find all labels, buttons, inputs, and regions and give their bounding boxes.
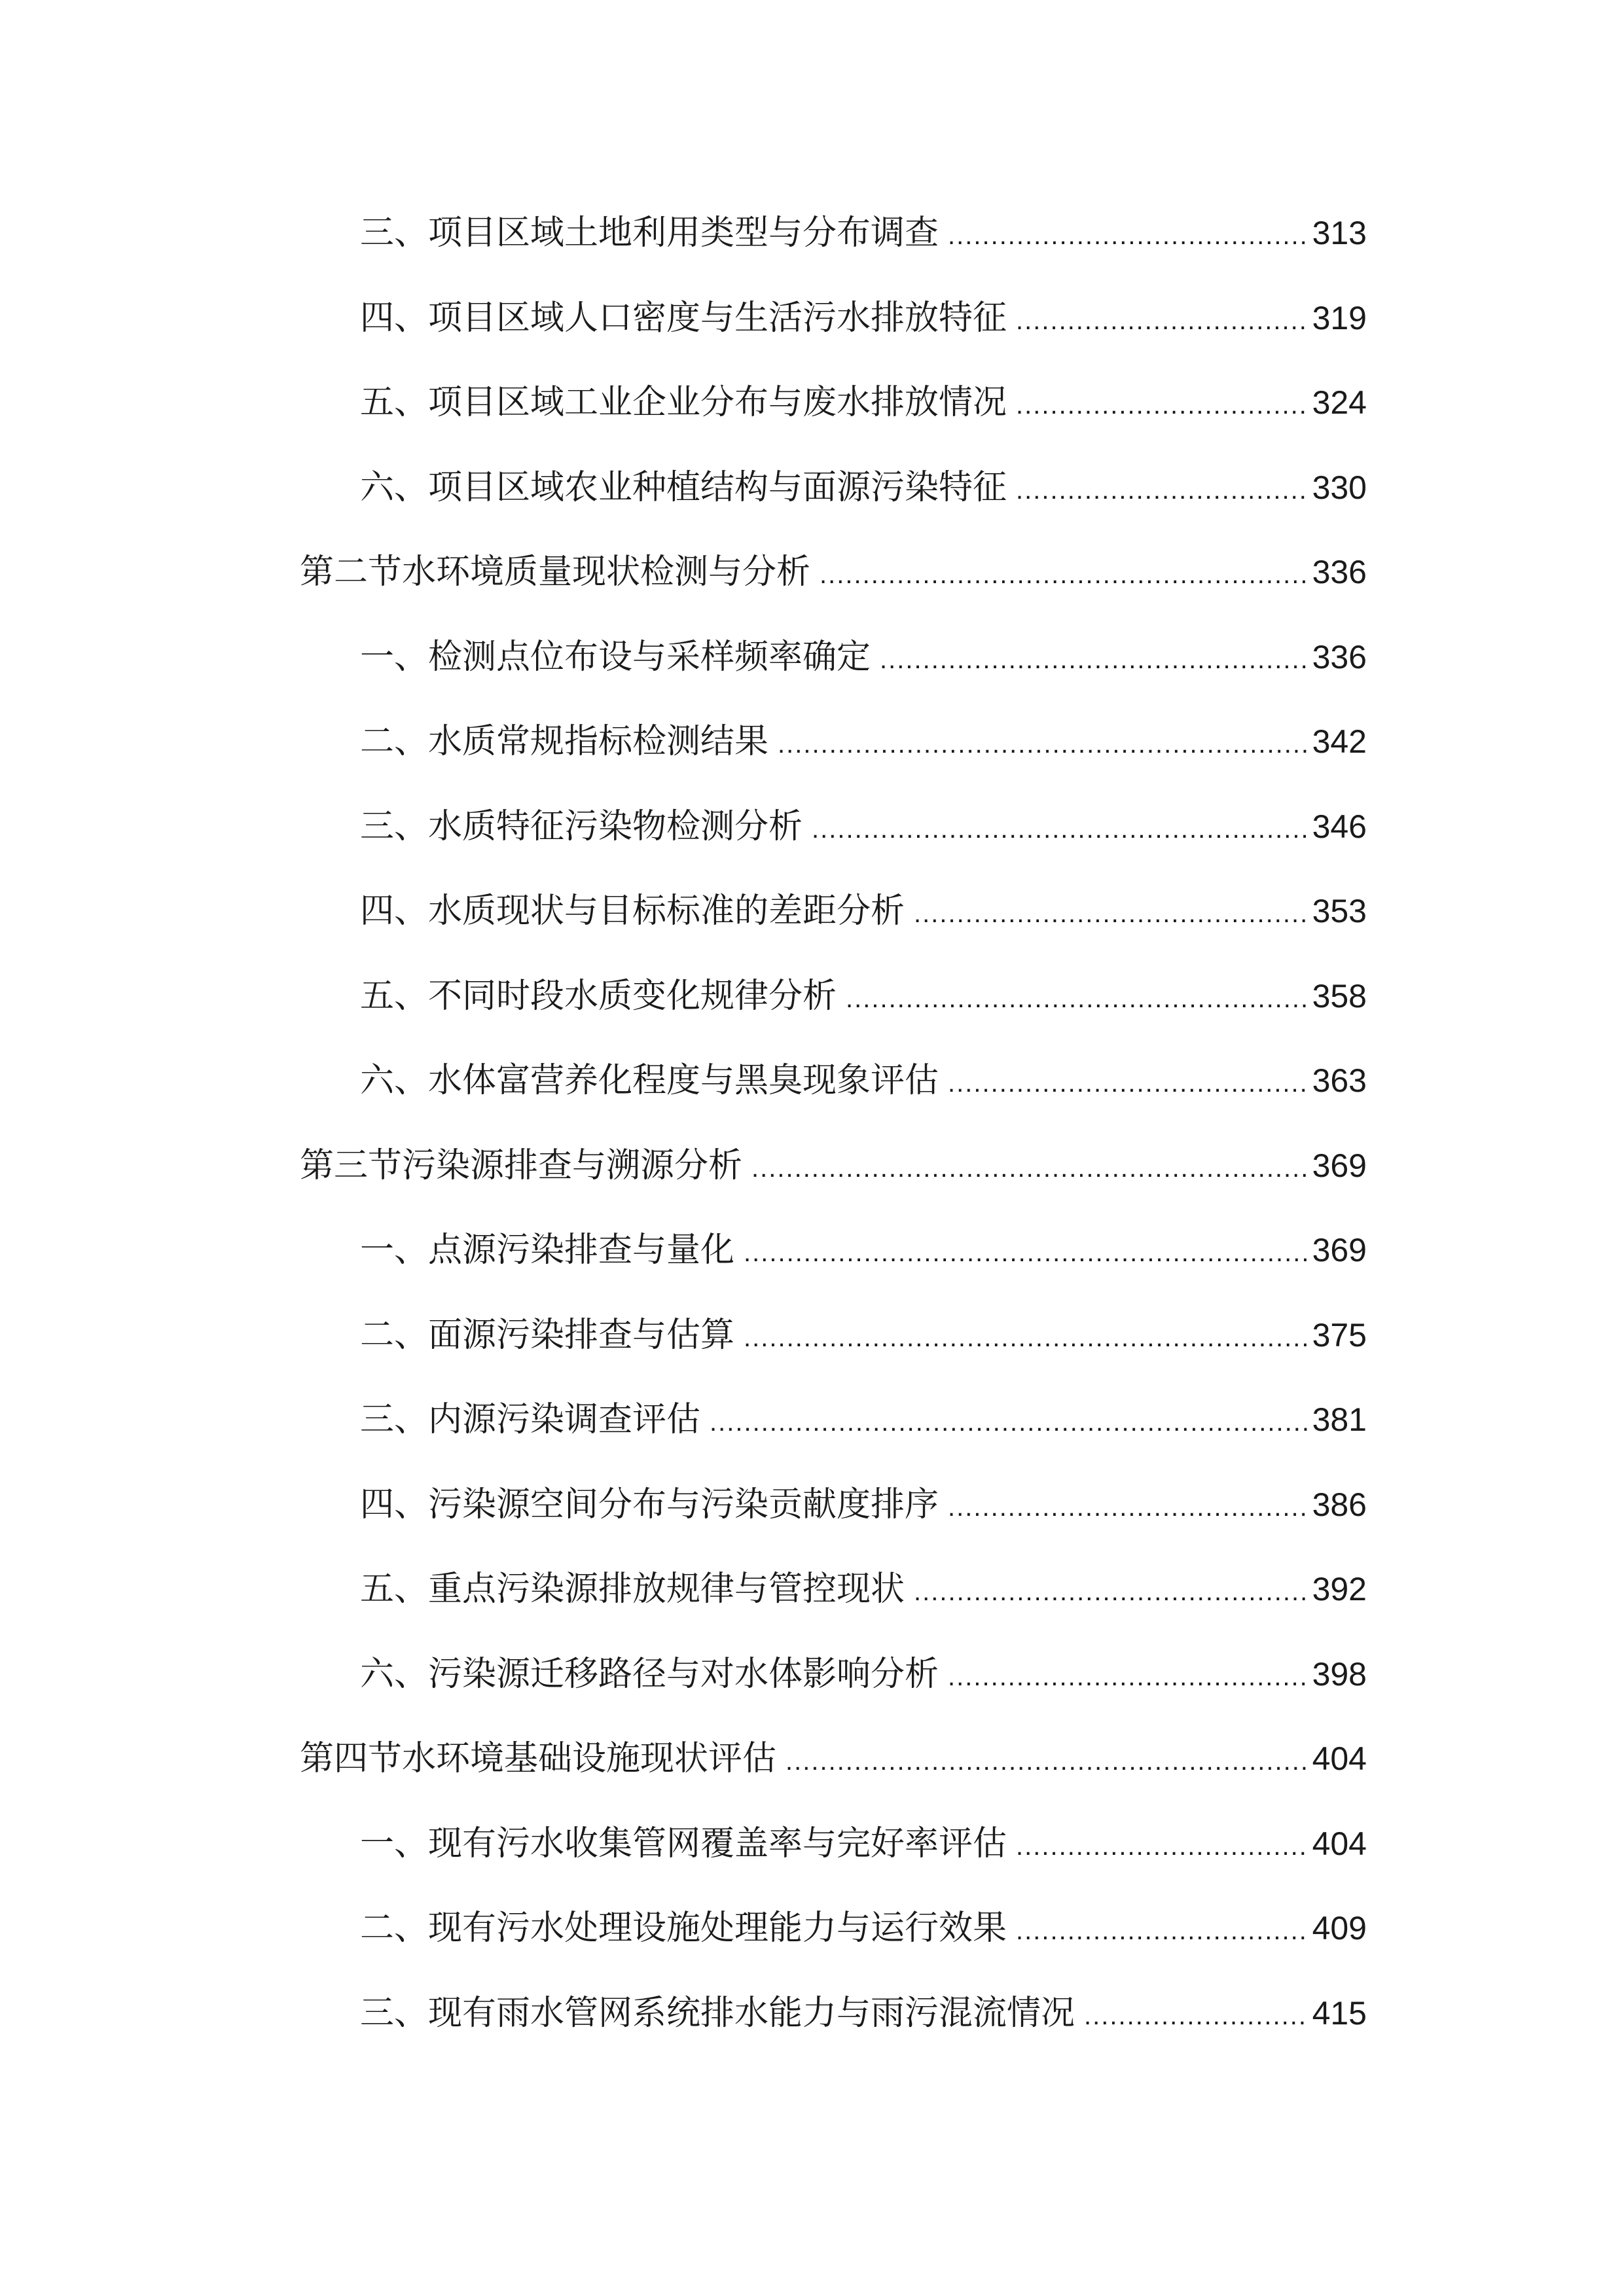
toc-entry-page: 415 <box>1312 1994 1367 2032</box>
toc-entry-page: 375 <box>1312 1316 1367 1354</box>
toc-entry-title: 一、现有污水收集管网覆盖率与完好率评估 <box>360 1823 1007 1863</box>
toc-entry[interactable] <box>300 467 1367 556</box>
toc-entry[interactable] <box>300 1572 1367 1657</box>
toc-entry-title: 一、点源污染排查与量化 <box>360 1230 735 1270</box>
toc-dot-leader <box>1016 1833 1307 1859</box>
toc-entry[interactable] <box>300 1230 1367 1318</box>
toc-dot-leader <box>785 1748 1307 1774</box>
toc-dot-leader <box>948 1494 1307 1520</box>
toc-dot-leader <box>778 731 1307 757</box>
toc-entry-page: 363 <box>1312 1062 1367 1099</box>
toc-entry-title: 五、不同时段水质变化规律分析 <box>360 976 837 1016</box>
toc-entry[interactable] <box>300 976 1367 1064</box>
toc-entry[interactable] <box>300 1823 1367 1912</box>
toc-entry[interactable] <box>300 1484 1367 1573</box>
toc-entry-page: 398 <box>1312 1655 1367 1693</box>
toc-entry-page: 330 <box>1312 469 1367 506</box>
table-of-contents <box>300 213 1367 2081</box>
toc-dot-leader <box>812 816 1307 842</box>
toc-entry-title: 五、重点污染源排放规律与管控现状 <box>360 1570 905 1609</box>
toc-entry-page: 346 <box>1312 808 1367 845</box>
toc-dot-leader <box>914 901 1307 927</box>
toc-dot-leader <box>744 1240 1307 1266</box>
toc-entry[interactable] <box>300 891 1367 979</box>
toc-entry-title: 三、水质特征污染物检测分析 <box>360 806 803 846</box>
toc-dot-leader <box>751 1155 1307 1181</box>
toc-entry[interactable] <box>300 637 1367 725</box>
toc-dot-leader <box>820 562 1307 588</box>
toc-entry-page: 392 <box>1312 1571 1367 1607</box>
toc-entry-title: 六、水体富营养化程度与黑臭现象评估 <box>360 1061 939 1100</box>
toc-entry-page: 336 <box>1312 554 1367 590</box>
toc-entry[interactable] <box>300 383 1367 471</box>
toc-entry-title: 第四节水环境基础设施现状评估 <box>300 1739 777 1778</box>
toc-entry[interactable] <box>300 298 1367 386</box>
toc-dot-leader <box>914 1579 1307 1605</box>
toc-entry-title: 五、项目区域工业企业分布与废水排放情况 <box>360 383 1007 422</box>
toc-dot-leader <box>948 1664 1307 1690</box>
toc-entry-title: 一、检测点位布设与采样频率确定 <box>360 637 871 677</box>
toc-dot-leader <box>710 1409 1307 1435</box>
toc-dot-leader <box>1016 1918 1307 1944</box>
toc-entry[interactable] <box>300 1911 1367 1996</box>
toc-entry[interactable] <box>300 213 1367 301</box>
toc-entry-title: 六、项目区域农业种植结构与面源污染特征 <box>360 467 1007 507</box>
toc-entry-title: 二、面源污染排查与估算 <box>360 1315 735 1355</box>
toc-dot-leader <box>846 986 1307 1012</box>
toc-entry-title: 第三节污染源排查与溯源分析 <box>300 1145 743 1185</box>
toc-section-entry[interactable] <box>300 552 1367 640</box>
toc-entry-title: 三、现有雨水管网系统排水能力与雨污混流情况 <box>360 1993 1075 2033</box>
toc-entry-page: 409 <box>1312 1910 1367 1946</box>
toc-entry-page: 404 <box>1312 1740 1367 1777</box>
toc-entry-title: 二、水质常规指标检测结果 <box>360 722 769 761</box>
toc-entry-page: 313 <box>1312 215 1367 251</box>
toc-dot-leader <box>948 223 1307 249</box>
toc-entry-page: 324 <box>1312 384 1367 421</box>
toc-entry[interactable] <box>300 722 1367 810</box>
toc-dot-leader <box>948 1070 1307 1096</box>
toc-entry-page: 369 <box>1312 1147 1367 1184</box>
toc-entry-title: 第二节水环境质量现状检测与分析 <box>300 552 811 592</box>
toc-section-entry[interactable] <box>300 1739 1367 1827</box>
toc-entry-title: 二、现有污水处理设施处理能力与运行效果 <box>360 1909 1007 1948</box>
toc-entry[interactable] <box>300 1400 1367 1488</box>
toc-entry[interactable] <box>300 1654 1367 1742</box>
toc-entry-page: 336 <box>1312 638 1367 675</box>
toc-entry-page: 353 <box>1312 893 1367 929</box>
toc-entry-title: 三、项目区域土地利用类型与分布调查 <box>360 213 939 253</box>
toc-dot-leader <box>880 647 1307 673</box>
toc-entry-title: 四、水质现状与目标标准的差距分析 <box>360 891 905 931</box>
toc-entry-title: 三、内源污染调查评估 <box>360 1400 701 1439</box>
toc-entry[interactable] <box>300 1061 1367 1149</box>
toc-entry-page: 319 <box>1312 299 1367 336</box>
toc-dot-leader <box>1016 477 1307 503</box>
toc-entry[interactable] <box>300 1315 1367 1403</box>
toc-dot-leader <box>1084 2003 1307 2029</box>
toc-entry-page: 381 <box>1312 1401 1367 1438</box>
toc-section-entry[interactable] <box>300 1145 1367 1234</box>
toc-entry-title: 四、污染源空间分布与污染贡献度排序 <box>360 1484 939 1524</box>
toc-entry-page: 369 <box>1312 1232 1367 1268</box>
toc-dot-leader <box>1016 392 1307 418</box>
toc-dot-leader <box>1016 308 1307 334</box>
toc-entry-title: 四、项目区域人口密度与生活污水排放特征 <box>360 298 1007 338</box>
toc-entry[interactable] <box>300 806 1367 895</box>
toc-entry-title: 六、污染源迁移路径与对水体影响分析 <box>360 1654 939 1694</box>
toc-entry-page: 386 <box>1312 1486 1367 1523</box>
toc-entry-page: 404 <box>1312 1825 1367 1862</box>
toc-entry-page: 358 <box>1312 977 1367 1014</box>
toc-dot-leader <box>744 1325 1307 1351</box>
toc-entry-page: 342 <box>1312 723 1367 760</box>
toc-entry[interactable] <box>300 1993 1367 2081</box>
